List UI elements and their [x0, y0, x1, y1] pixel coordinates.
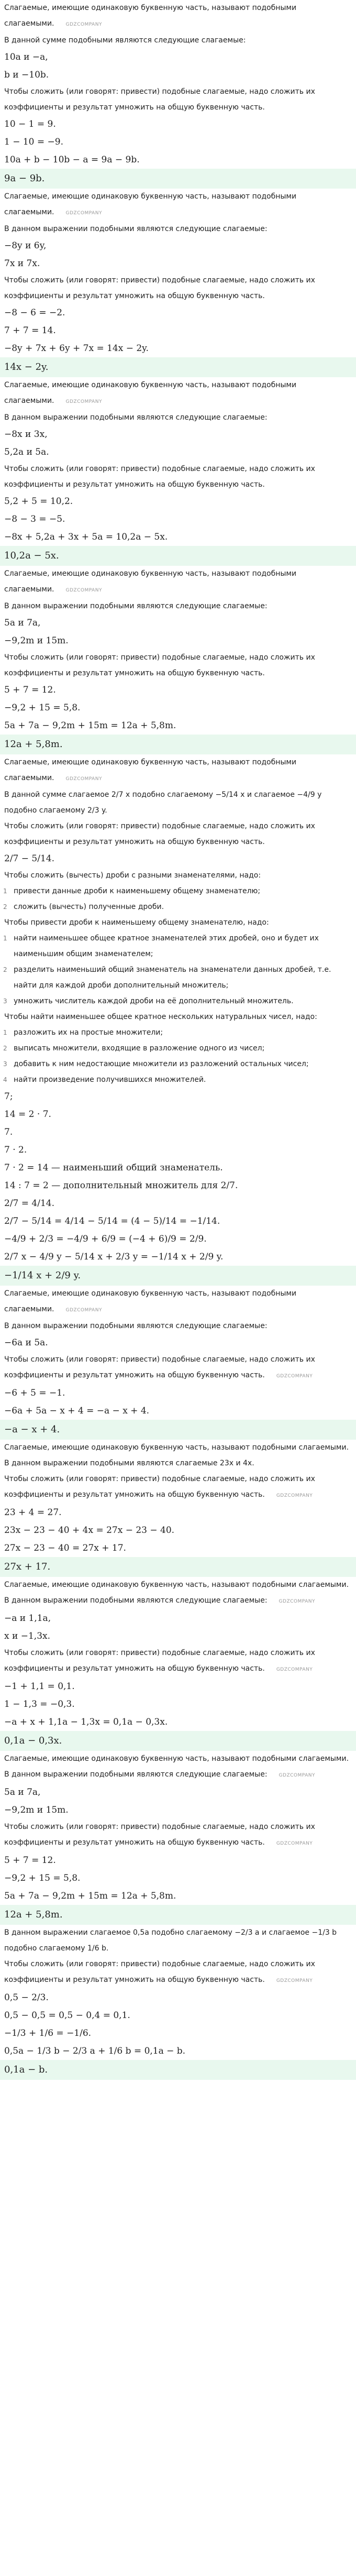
- paragraph: [0, 272, 356, 304]
- paragraph: [0, 377, 356, 410]
- block-text: 10,2a − 5x.: [4, 550, 59, 561]
- paragraph: [0, 1471, 356, 1504]
- math-line: [0, 1989, 356, 2007]
- math-line: [0, 339, 356, 357]
- block-text: Слагаемые, имеющие одинаковую буквенную часть, называют подобными слагаемыми.: [4, 758, 297, 782]
- watermark: GDZCOMPANY: [279, 1599, 315, 1604]
- math-line: [0, 1504, 356, 1521]
- block-text: 0,1a − 0,3x.: [4, 1735, 62, 1746]
- math-line: [0, 1141, 356, 1159]
- block-text: 12a + 5,8m.: [4, 739, 63, 750]
- block-text: Чтобы найти наименьшее общее кратное нескольких натуральных чисел, надо:: [4, 1013, 317, 1021]
- paragraph: [0, 868, 356, 883]
- paragraph: [0, 754, 356, 787]
- block-text: 23 + 4 = 27.: [4, 1507, 62, 1518]
- block-text: Слагаемые, имеющие одинаковую буквенную часть, называют подобными слагаемыми.: [4, 192, 297, 216]
- block-text: сложить (вычесть) полученные дроби.: [14, 903, 164, 911]
- math-line: [0, 1521, 356, 1539]
- block-text: 23x − 23 − 40 + 4x = 27x − 23 − 40.: [4, 1525, 175, 1536]
- block-text: −1 + 1,1 = 0,1.: [4, 1681, 75, 1692]
- paragraph: [0, 1925, 356, 1956]
- block-text: 10 − 1 = 9.: [4, 119, 56, 129]
- math-line: [0, 1695, 356, 1713]
- watermark: GDZCOMPANY: [65, 776, 102, 782]
- block-text: 27x − 23 − 40 = 27x + 17.: [4, 1543, 126, 1553]
- math-line: [0, 1869, 356, 1887]
- block-text: −8 − 6 = −2.: [4, 308, 65, 318]
- block-text: 0,5 − 2/3.: [4, 1992, 49, 2003]
- list-item: [0, 899, 356, 915]
- block-text: 10a + b − 10b − a = 9a − 9b.: [4, 155, 140, 165]
- block-text: −a − x + 4.: [4, 1424, 60, 1435]
- block-text: −8x + 5,2a + 3x + 5a = 10,2a − 5x.: [4, 532, 168, 542]
- block-text: 27x + 17.: [4, 1561, 51, 1572]
- math-line: [0, 48, 356, 66]
- math-line: [0, 66, 356, 84]
- block-text: −9,2m и 15m.: [4, 1805, 69, 1815]
- math-line: [0, 717, 356, 735]
- block-text: В данном выражении подобными являются следующие слагаемые:: [4, 1322, 268, 1330]
- block-text: Слагаемые, имеющие одинаковую буквенную часть, называют подобными слагаемыми.: [4, 1443, 349, 1452]
- math-line: [0, 614, 356, 632]
- list-marker: 4: [3, 1076, 7, 1083]
- block-text: Слагаемые, имеющие одинаковую буквенную часть, называют подобными слагаемыми.: [4, 1581, 349, 1589]
- block-text: −1/14 x + 2/9 y.: [4, 1270, 81, 1281]
- answer-line: [0, 1731, 356, 1751]
- block-text: 7 · 2 = 14 — наименьший общий знаменатель.: [4, 1163, 223, 1173]
- answer-line: [0, 2060, 356, 2080]
- math-line: [0, 1230, 356, 1248]
- block-text: 7;: [4, 1091, 13, 1102]
- math-line: [0, 304, 356, 322]
- watermark: GDZCOMPANY: [65, 399, 102, 404]
- list-marker: 3: [3, 1060, 7, 1068]
- paragraph: [0, 650, 356, 681]
- block-text: Чтобы сложить (или говорят: привести) подобные слагаемые, надо сложить их коэффициенты и результат умножить на общую буквенную часть.: [4, 1355, 315, 1379]
- math-line: [0, 1159, 356, 1177]
- list-item: [0, 883, 356, 899]
- math-line: [0, 1851, 356, 1869]
- watermark: GDZCOMPANY: [279, 1773, 315, 1778]
- block-text: Чтобы сложить (или говорят: привести) подобные слагаемые, надо сложить их коэффициенты и результат умножить на общую буквенную часть.: [4, 276, 315, 300]
- list-marker: 2: [3, 966, 7, 973]
- block-text: В данной сумме слагаемое 2/7 x подобно слагаемому −5/14 x и слагаемое −4/9 y подобно слагаемому 2/3 y.: [4, 791, 322, 815]
- math-line: [0, 1609, 356, 1627]
- paragraph: [0, 0, 356, 32]
- paragraph: [0, 1455, 356, 1471]
- math-line: [0, 1177, 356, 1194]
- list-item: [0, 1056, 356, 1072]
- list-marker: 1: [3, 1029, 7, 1036]
- math-line: [0, 632, 356, 650]
- block-text: −6a + 5a − x + 4 = −a − x + 4.: [4, 1406, 150, 1416]
- block-text: 7 · 2.: [4, 1145, 27, 1155]
- math-line: [0, 1713, 356, 1731]
- block-text: Чтобы сложить (или говорят: привести) подобные слагаемые, надо сложить их коэффициенты и результат умножить на общую буквенную часть.: [4, 1649, 315, 1673]
- answer-line: [0, 1905, 356, 1925]
- list-marker: 2: [3, 903, 7, 911]
- block-text: Чтобы сложить (вычесть) дроби с разными знаменателями, надо:: [4, 871, 261, 880]
- paragraph: [0, 84, 356, 115]
- block-text: умножить числитель каждой дроби на её дополнительный множитель.: [14, 997, 294, 1005]
- math-line: [0, 237, 356, 255]
- block-text: 5a + 7a − 9,2m + 15m = 12a + 5,8m.: [4, 1891, 176, 1901]
- watermark: GDZCOMPANY: [276, 1978, 313, 1983]
- math-line: [0, 1678, 356, 1695]
- block-text: Чтобы сложить (или говорят: привести) подобные слагаемые, надо сложить их коэффициенты и результат умножить на общую буквенную часть.: [4, 1823, 315, 1847]
- block-text: 5a и 7a,: [4, 1787, 41, 1797]
- math-line: [0, 492, 356, 510]
- block-text: 5,2a и 5a.: [4, 447, 49, 457]
- watermark: GDZCOMPANY: [65, 211, 102, 216]
- block-text: В данной сумме подобными являются следующие слагаемые:: [4, 36, 246, 45]
- list-item: [0, 1025, 356, 1040]
- watermark: GDZCOMPANY: [276, 1841, 313, 1846]
- block-text: В данном выражении подобными являются слагаемые 23x и 4x.: [4, 1459, 254, 1467]
- block-text: разделить наименьший общий знаменатель на знаменатели данных дробей, т.е. найти для каждой дроби дополнительный множитель;: [14, 966, 331, 990]
- math-line: [0, 681, 356, 699]
- block-text: −8 − 3 = −5.: [4, 514, 65, 524]
- list-item: [0, 930, 356, 962]
- list-item: [0, 993, 356, 1009]
- math-line: [0, 510, 356, 528]
- list-item: [0, 962, 356, 993]
- block-text: 10a и −a,: [4, 52, 48, 62]
- math-line: [0, 1334, 356, 1352]
- block-text: −8x и 3x,: [4, 429, 48, 440]
- block-text: Чтобы сложить (или говорят: привести) подобные слагаемые, надо сложить их коэффициенты и результат умножить на общую буквенную часть.: [4, 822, 315, 846]
- math-line: [0, 1783, 356, 1801]
- math-line: [0, 133, 356, 151]
- block-text: 0,5a − 1/3 b − 2/3 a + 1/6 b = 0,1a − b.: [4, 2046, 186, 2056]
- math-line: [0, 425, 356, 443]
- block-text: −a и 1,1a,: [4, 1613, 51, 1624]
- block-text: 7.: [4, 1127, 13, 1137]
- block-text: В данном выражении подобными являются следующие слагаемые:: [4, 1596, 268, 1605]
- paragraph: [0, 1751, 356, 1767]
- block-text: −a + x + 1,1a − 1,3x = 0,1a − 0,3x.: [4, 1717, 168, 1727]
- paragraph: [0, 566, 356, 598]
- math-line: [0, 255, 356, 272]
- block-text: Чтобы сложить (или говорят: привести) подобные слагаемые, надо сложить их коэффициенты и результат умножить на общую буквенную часть.: [4, 1475, 315, 1499]
- paragraph: [0, 1645, 356, 1678]
- math-line: [0, 1194, 356, 1212]
- block-text: 14 : 7 = 2 — дополнительный множитель для 2/7.: [4, 1180, 238, 1191]
- block-text: 0,1a − b.: [4, 2064, 48, 2075]
- block-text: 12a + 5,8m.: [4, 1909, 63, 1920]
- block-text: В данном выражении подобными являются следующие слагаемые:: [4, 225, 268, 233]
- list-item: [0, 1040, 356, 1056]
- block-text: Слагаемые, имеющие одинаковую буквенную часть, называют подобными слагаемыми.: [4, 381, 297, 405]
- list-marker: 1: [3, 935, 7, 942]
- watermark: GDZCOMPANY: [276, 1493, 313, 1498]
- answer-line: [0, 1420, 356, 1440]
- block-text: 2/7 = 4/14.: [4, 1198, 54, 1209]
- paragraph: [0, 1440, 356, 1455]
- block-text: Слагаемые, имеющие одинаковую буквенную часть, называют подобными слагаемыми.: [4, 1289, 297, 1313]
- paragraph: [0, 1318, 356, 1334]
- paragraph: [0, 1956, 356, 1989]
- math-line: [0, 1384, 356, 1402]
- math-line: [0, 2024, 356, 2042]
- watermark: GDZCOMPANY: [65, 588, 102, 593]
- block-text: В данном выражении подобными являются следующие слагаемые:: [4, 413, 268, 422]
- watermark: GDZCOMPANY: [65, 1308, 102, 1313]
- paragraph: [0, 189, 356, 221]
- block-text: Чтобы сложить (или говорят: привести) подобные слагаемые, надо сложить их коэффициенты и результат умножить на общую буквенную часть.: [4, 465, 315, 489]
- block-text: 5 + 7 = 12.: [4, 1855, 56, 1866]
- paragraph: [0, 787, 356, 818]
- math-line: [0, 528, 356, 546]
- paragraph: [0, 410, 356, 425]
- block-text: 5 + 7 = 12.: [4, 685, 56, 695]
- math-line: [0, 322, 356, 339]
- paragraph: [0, 598, 356, 614]
- math-line: [0, 850, 356, 868]
- answer-line: [0, 357, 356, 377]
- math-line: [0, 2007, 356, 2024]
- math-line: [0, 1539, 356, 1557]
- block-text: найти произведение получившихся множителей.: [14, 1076, 206, 1084]
- block-text: −9,2 + 15 = 5,8.: [4, 703, 81, 713]
- block-text: найти наименьшее общее кратное знаменателей этих дробей, оно и будет их наименьшим общим знаменателем;: [14, 934, 319, 958]
- paragraph: [0, 915, 356, 930]
- block-text: В данном выражении слагаемое 0,5a подобно слагаемому −2/3 a и слагаемое −1/3 b подобно слагаемому 1/6 b.: [4, 1928, 337, 1953]
- answer-line: [0, 735, 356, 754]
- paragraph: [0, 461, 356, 492]
- list-marker: 3: [3, 997, 7, 1005]
- watermark: GDZCOMPANY: [276, 1667, 313, 1672]
- block-text: 5a + 7a − 9,2m + 15m = 12a + 5,8m.: [4, 720, 176, 731]
- paragraph: [0, 1767, 356, 1783]
- block-text: −4/9 + 2/3 = −4/9 + 6/9 = (−4 + 6)/9 = 2/9.: [4, 1234, 207, 1244]
- block-text: b и −10b.: [4, 70, 49, 80]
- block-text: привести данные дроби к наименьшему общему знаменателю;: [14, 887, 261, 895]
- paragraph: [0, 1593, 356, 1609]
- block-text: Чтобы привести дроби к наименьшему общему знаменателю, надо:: [4, 918, 269, 927]
- math-line: [0, 1801, 356, 1819]
- math-line: [0, 1402, 356, 1420]
- paragraph: [0, 1286, 356, 1318]
- answer-line: [0, 546, 356, 566]
- block-text: −9,2 + 15 = 5,8.: [4, 1873, 81, 1883]
- math-line: [0, 1248, 356, 1266]
- block-text: Чтобы сложить (или говорят: привести) подобные слагаемые, надо сложить их коэффициенты и результат умножить на общую буквенную часть.: [4, 1960, 315, 1984]
- block-text: −8y и 6y,: [4, 240, 47, 251]
- block-text: 5,2 + 5 = 10,2.: [4, 496, 73, 507]
- paragraph: [0, 221, 356, 237]
- math-line: [0, 1212, 356, 1230]
- list-item: [0, 1072, 356, 1088]
- math-line: [0, 1088, 356, 1105]
- block-text: 7 + 7 = 14.: [4, 325, 56, 336]
- block-text: −1/3 + 1/6 = −1/6.: [4, 2028, 92, 2038]
- block-text: В данном выражении подобными являются следующие слагаемые:: [4, 602, 268, 610]
- block-text: добавить к ним недостающие множители из разложений остальных чисел;: [14, 1060, 309, 1068]
- paragraph: [0, 32, 356, 48]
- math-line: [0, 151, 356, 169]
- math-line: [0, 115, 356, 133]
- block-text: 5a и 7a,: [4, 618, 41, 628]
- watermark: GDZCOMPANY: [276, 1374, 313, 1379]
- math-line: [0, 1105, 356, 1123]
- block-text: 7x и 7x.: [4, 258, 40, 269]
- math-line: [0, 1123, 356, 1141]
- answer-line: [0, 169, 356, 189]
- paragraph: [0, 1577, 356, 1593]
- block-text: 2/7 − 5/14 = 4/14 − 5/14 = (4 − 5)/14 = −1/14.: [4, 1216, 220, 1226]
- block-text: −6a и 5a.: [4, 1338, 48, 1348]
- block-text: 2/7 x − 4/9 y − 5/14 x + 2/3 y = −1/14 x + 2/9 y.: [4, 1252, 224, 1262]
- block-text: выписать множители, входящие в разложение одного из чисел;: [14, 1044, 265, 1053]
- paragraph: [0, 1819, 356, 1851]
- block-text: x и −1,3x.: [4, 1631, 50, 1641]
- block-text: Слагаемые, имеющие одинаковую буквенную часть, называют подобными слагаемыми.: [4, 1755, 349, 1763]
- block-text: 9a − 9b.: [4, 173, 45, 184]
- block-text: −9,2m и 15m.: [4, 635, 69, 646]
- math-line: [0, 699, 356, 717]
- paragraph: [0, 1352, 356, 1384]
- answer-line: [0, 1266, 356, 1286]
- block-text: Слагаемые, имеющие одинаковую буквенную часть, называют подобными слагаемыми.: [4, 4, 297, 28]
- block-text: 14 = 2 · 7.: [4, 1109, 51, 1120]
- block-text: 1 − 10 = −9.: [4, 137, 64, 147]
- block-text: 2/7 − 5/14.: [4, 853, 54, 864]
- block-text: −8y + 7x + 6y + 7x = 14x − 2y.: [4, 343, 149, 354]
- list-marker: 2: [3, 1045, 7, 1052]
- block-text: Чтобы сложить (или говорят: привести) подобные слагаемые, надо сложить их коэффициенты и результат умножить на общую буквенную часть.: [4, 653, 315, 677]
- math-line: [0, 2042, 356, 2060]
- block-text: В данном выражении подобными являются следующие слагаемые:: [4, 1770, 268, 1779]
- block-text: 1 − 1,3 = −0,3.: [4, 1699, 75, 1709]
- list-marker: 1: [3, 887, 7, 895]
- math-line: [0, 443, 356, 461]
- math-line: [0, 1627, 356, 1645]
- block-text: Слагаемые, имеющие одинаковую буквенную часть, называют подобными слагаемыми.: [4, 569, 297, 594]
- paragraph: [0, 818, 356, 850]
- block-text: Чтобы сложить (или говорят: привести) подобные слагаемые, надо сложить их коэффициенты и результат умножить на общую буквенную часть.: [4, 87, 315, 112]
- math-line: [0, 1887, 356, 1905]
- watermark: GDZCOMPANY: [65, 22, 102, 27]
- block-text: разложить их на простые множители;: [14, 1028, 163, 1037]
- answer-line: [0, 1557, 356, 1577]
- block-text: 14x − 2y.: [4, 361, 49, 372]
- block-text: −6 + 5 = −1.: [4, 1388, 65, 1398]
- block-text: 0,5 − 0,5 = 0,5 − 0,4 = 0,1.: [4, 2010, 130, 2021]
- paragraph: [0, 1009, 356, 1025]
